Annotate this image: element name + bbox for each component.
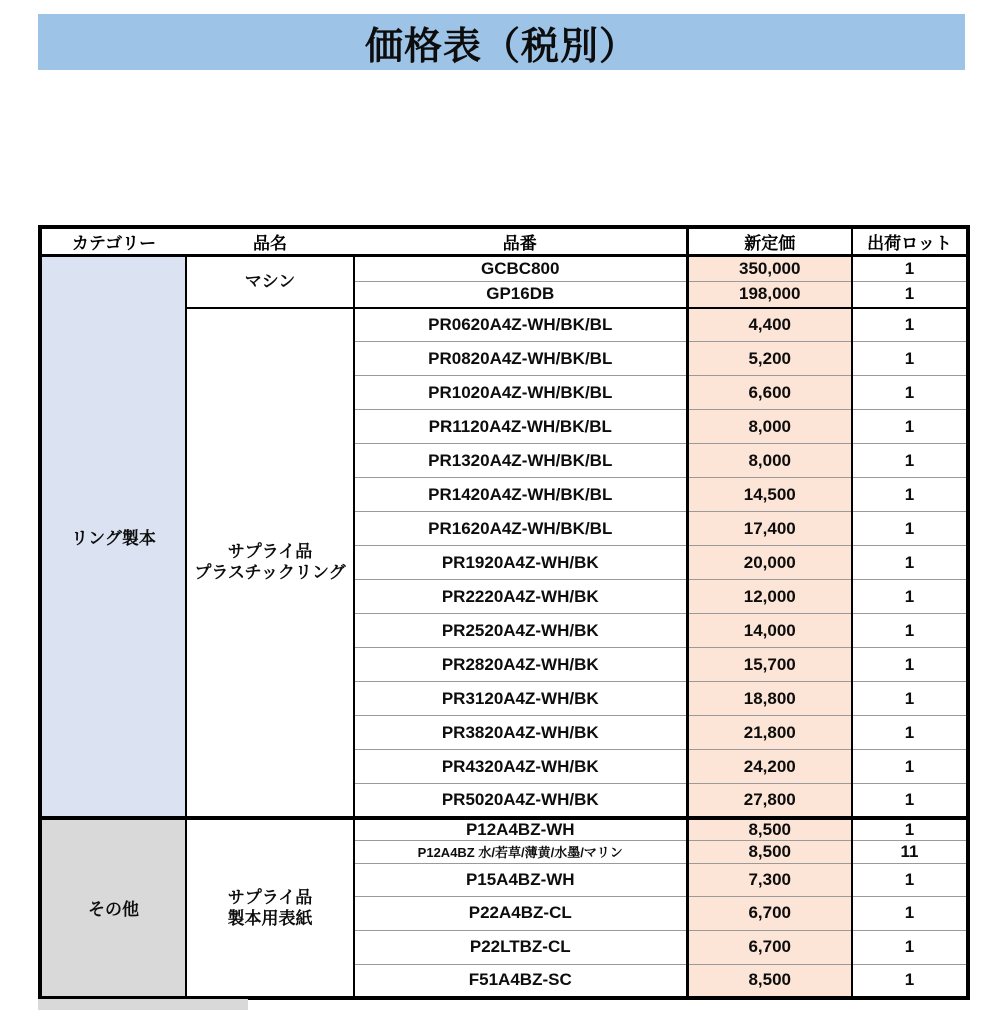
- part-number-cell: PR2820A4Z-WH/BK: [354, 648, 687, 682]
- product-name-cell: [186, 308, 354, 818]
- column-header: 出荷ロット: [852, 227, 968, 256]
- part-number-cell: F51A4BZ-SC: [354, 964, 687, 998]
- lot-cell: 11: [852, 840, 968, 863]
- table-header-row: [40, 227, 968, 256]
- lot-cell: 1: [852, 444, 968, 478]
- lot-cell: 1: [852, 282, 968, 308]
- lot-cell: 1: [852, 614, 968, 648]
- product-name-cell: [186, 818, 354, 999]
- price-cell: 21,800: [687, 716, 852, 750]
- product-name-line: プラスチックリング: [194, 563, 346, 582]
- category-cell: その他: [40, 818, 186, 999]
- lot-cell: 1: [852, 682, 968, 716]
- title-banner: [38, 14, 965, 70]
- lot-cell: 1: [852, 964, 968, 998]
- table-row: [40, 256, 968, 282]
- price-cell: 7,300: [687, 863, 852, 896]
- product-name-cell: [186, 256, 354, 308]
- part-number-cell: P22LTBZ-CL: [354, 930, 687, 964]
- price-cell: 198,000: [687, 282, 852, 308]
- product-name-line: サプライ品: [227, 887, 313, 907]
- price-cell: 8,500: [687, 964, 852, 998]
- column-header: 新定価: [687, 227, 852, 256]
- column-header: カテゴリー: [40, 227, 186, 256]
- lot-cell: 1: [852, 256, 968, 282]
- price-cell: 8,500: [687, 818, 852, 841]
- part-number-cell: GP16DB: [354, 282, 687, 308]
- part-number-cell: PR4320A4Z-WH/BK: [354, 750, 687, 784]
- price-cell: 12,000: [687, 580, 852, 614]
- price-cell: 27,800: [687, 784, 852, 818]
- lot-cell: 1: [852, 818, 968, 841]
- price-cell: 6,700: [687, 896, 852, 930]
- price-table: [38, 225, 970, 1000]
- part-number-cell: PR3120A4Z-WH/BK: [354, 682, 687, 716]
- part-number-cell: P15A4BZ-WH: [354, 863, 687, 896]
- price-cell: 18,800: [687, 682, 852, 716]
- price-cell: 17,400: [687, 512, 852, 546]
- lot-cell: 1: [852, 648, 968, 682]
- lot-cell: 1: [852, 410, 968, 444]
- part-number-cell: PR1420A4Z-WH/BK/BL: [354, 478, 687, 512]
- price-cell: 15,700: [687, 648, 852, 682]
- price-cell: 6,600: [687, 376, 852, 410]
- part-number-cell: GCBC800: [354, 256, 687, 282]
- category-cell: リング製本: [40, 256, 186, 818]
- price-cell: 8,500: [687, 840, 852, 863]
- price-cell: 14,500: [687, 478, 852, 512]
- lot-cell: 1: [852, 546, 968, 580]
- lot-cell: 1: [852, 896, 968, 930]
- lot-cell: 1: [852, 512, 968, 546]
- part-number-cell: P12A4BZ 水/若草/薄黄/水墨/マリン: [354, 840, 687, 863]
- price-cell: 5,200: [687, 342, 852, 376]
- product-name-line: サプライ品: [227, 541, 313, 561]
- part-number-cell: PR1020A4Z-WH/BK/BL: [354, 376, 687, 410]
- product-name-line: マシン: [244, 272, 296, 292]
- price-cell: 8,000: [687, 410, 852, 444]
- table-bottom-artifact: [38, 999, 248, 1010]
- part-number-cell: PR1920A4Z-WH/BK: [354, 546, 687, 580]
- page-title: 価格表（税別）: [364, 25, 638, 68]
- lot-cell: 1: [852, 750, 968, 784]
- part-number-cell: PR1120A4Z-WH/BK/BL: [354, 410, 687, 444]
- product-name-line: 製本用表紙: [227, 908, 313, 928]
- lot-cell: 1: [852, 376, 968, 410]
- price-cell: 350,000: [687, 256, 852, 282]
- part-number-cell: P22A4BZ-CL: [354, 896, 687, 930]
- lot-cell: 1: [852, 580, 968, 614]
- part-number-cell: PR1620A4Z-WH/BK/BL: [354, 512, 687, 546]
- part-number-cell: PR5020A4Z-WH/BK: [354, 784, 687, 818]
- part-number-cell: PR0820A4Z-WH/BK/BL: [354, 342, 687, 376]
- part-number-cell: PR0620A4Z-WH/BK/BL: [354, 308, 687, 342]
- lot-cell: 1: [852, 478, 968, 512]
- lot-cell: 1: [852, 784, 968, 818]
- part-number-cell: PR2220A4Z-WH/BK: [354, 580, 687, 614]
- price-table-wrapper: [38, 225, 970, 1000]
- price-cell: 6,700: [687, 930, 852, 964]
- price-cell: 4,400: [687, 308, 852, 342]
- lot-cell: 1: [852, 716, 968, 750]
- price-cell: 20,000: [687, 546, 852, 580]
- lot-cell: 1: [852, 342, 968, 376]
- column-header: 品番: [354, 227, 687, 256]
- table-row: [40, 818, 968, 841]
- lot-cell: 1: [852, 308, 968, 342]
- part-number-cell: P12A4BZ-WH: [354, 818, 687, 841]
- part-number-cell: PR3820A4Z-WH/BK: [354, 716, 687, 750]
- table-body: [40, 256, 968, 999]
- lot-cell: 1: [852, 930, 968, 964]
- price-cell: 8,000: [687, 444, 852, 478]
- part-number-cell: PR2520A4Z-WH/BK: [354, 614, 687, 648]
- price-cell: 14,000: [687, 614, 852, 648]
- column-header: 品名: [186, 227, 354, 256]
- part-number-cell: PR1320A4Z-WH/BK/BL: [354, 444, 687, 478]
- lot-cell: 1: [852, 863, 968, 896]
- price-cell: 24,200: [687, 750, 852, 784]
